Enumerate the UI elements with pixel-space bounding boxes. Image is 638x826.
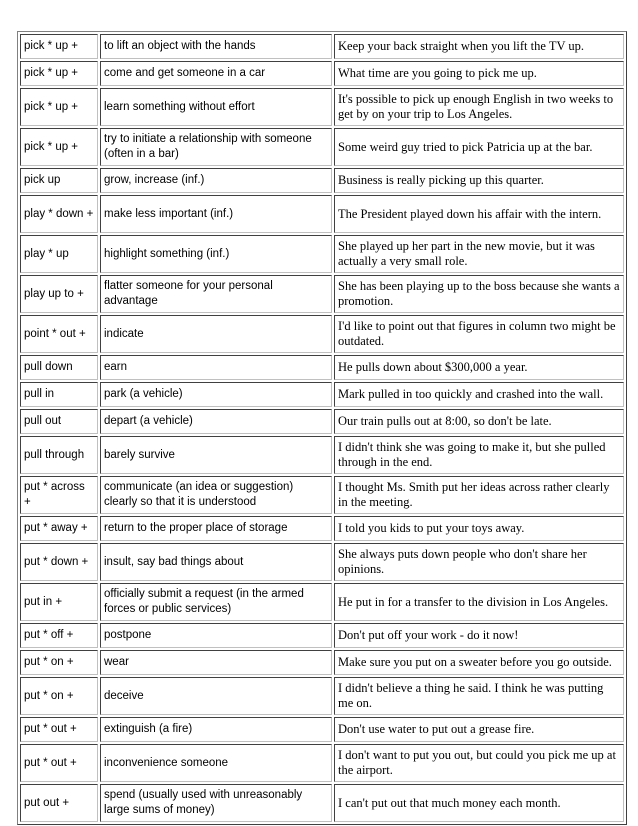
example-cell: He pulls down about $300,000 a year. bbox=[334, 355, 624, 380]
table-row bbox=[20, 784, 624, 822]
table-row bbox=[20, 61, 624, 86]
table-row bbox=[20, 355, 624, 380]
example-cell: I didn't believe a thing he said. I think he was putting me on. bbox=[334, 677, 624, 715]
definition-cell: postpone bbox=[100, 623, 332, 648]
table-row bbox=[20, 88, 624, 126]
table-row bbox=[20, 34, 624, 59]
example-cell: I thought Ms. Smith put her ideas across rather clearly in the meeting. bbox=[334, 476, 624, 514]
example-cell: She always puts down people who don't share her opinions. bbox=[334, 543, 624, 581]
example-cell: I told you kids to put your toys away. bbox=[334, 516, 624, 541]
example-cell: The President played down his affair with the intern. bbox=[334, 195, 624, 233]
verb-cell: pick up bbox=[20, 168, 98, 193]
verb-cell: pick * up + bbox=[20, 88, 98, 126]
example-cell: It's possible to pick up enough English in two weeks to get by on your trip to Los Angeles. bbox=[334, 88, 624, 126]
table-row bbox=[20, 677, 624, 715]
definition-cell: flatter someone for your personal advantage bbox=[100, 275, 332, 313]
verb-cell: pick * up + bbox=[20, 61, 98, 86]
example-cell: What time are you going to pick me up. bbox=[334, 61, 624, 86]
table-row bbox=[20, 436, 624, 474]
definition-cell: come and get someone in a car bbox=[100, 61, 332, 86]
definition-cell: officially submit a request (in the armed forces or public services) bbox=[100, 583, 332, 621]
verb-cell: put * out + bbox=[20, 717, 98, 742]
definition-cell: communicate (an idea or suggestion) clearly so that it is understood bbox=[100, 476, 332, 514]
verb-cell: play * down + bbox=[20, 195, 98, 233]
verb-cell: point * out + bbox=[20, 315, 98, 353]
table-row bbox=[20, 623, 624, 648]
verb-cell: pick * up + bbox=[20, 128, 98, 166]
example-cell: She played up her part in the new movie, but it was actually a very small role. bbox=[334, 235, 624, 273]
definition-cell: learn something without effort bbox=[100, 88, 332, 126]
verb-cell: put * off + bbox=[20, 623, 98, 648]
definition-cell: return to the proper place of storage bbox=[100, 516, 332, 541]
table-row bbox=[20, 315, 624, 353]
definition-cell: inconvenience someone bbox=[100, 744, 332, 782]
verb-cell: play * up bbox=[20, 235, 98, 273]
definition-cell: insult, say bad things about bbox=[100, 543, 332, 581]
table-row bbox=[20, 476, 624, 514]
table-row bbox=[20, 650, 624, 675]
verb-cell: put * down + bbox=[20, 543, 98, 581]
verb-cell: pull down bbox=[20, 355, 98, 380]
example-cell: I didn't think she was going to make it, but she pulled through in the end. bbox=[334, 436, 624, 474]
verb-cell: play up to + bbox=[20, 275, 98, 313]
table-row bbox=[20, 235, 624, 273]
table-row bbox=[20, 195, 624, 233]
example-cell: She has been playing up to the boss because she wants a promotion. bbox=[334, 275, 624, 313]
verb-cell: put * on + bbox=[20, 677, 98, 715]
definition-cell: depart (a vehicle) bbox=[100, 409, 332, 434]
example-cell: He put in for a transfer to the division in Los Angeles. bbox=[334, 583, 624, 621]
example-cell: I can't put out that much money each month. bbox=[334, 784, 624, 822]
verb-cell: put out + bbox=[20, 784, 98, 822]
definition-cell: wear bbox=[100, 650, 332, 675]
definition-cell: park (a vehicle) bbox=[100, 382, 332, 407]
example-cell: I don't want to put you out, but could you pick me up at the airport. bbox=[334, 744, 624, 782]
definition-cell: deceive bbox=[100, 677, 332, 715]
definition-cell: indicate bbox=[100, 315, 332, 353]
table-row bbox=[20, 409, 624, 434]
definition-cell: highlight something (inf.) bbox=[100, 235, 332, 273]
verb-cell: put * on + bbox=[20, 650, 98, 675]
example-cell: Keep your back straight when you lift the TV up. bbox=[334, 34, 624, 59]
definition-cell: to lift an object with the hands bbox=[100, 34, 332, 59]
table-row bbox=[20, 583, 624, 621]
definition-cell: make less important (inf.) bbox=[100, 195, 332, 233]
table-row bbox=[20, 543, 624, 581]
verb-cell: put * away + bbox=[20, 516, 98, 541]
definition-cell: barely survive bbox=[100, 436, 332, 474]
definition-cell: try to initiate a relationship with someone (often in a bar) bbox=[100, 128, 332, 166]
verb-cell: put * across + bbox=[20, 476, 98, 514]
definition-cell: grow, increase (inf.) bbox=[100, 168, 332, 193]
table-row bbox=[20, 744, 624, 782]
example-cell: Business is really picking up this quarter. bbox=[334, 168, 624, 193]
definition-cell: earn bbox=[100, 355, 332, 380]
verb-cell: pull out bbox=[20, 409, 98, 434]
table-row bbox=[20, 382, 624, 407]
table-row bbox=[20, 275, 624, 313]
verb-cell: pick * up + bbox=[20, 34, 98, 59]
document-page bbox=[17, 31, 621, 825]
verb-cell: put * out + bbox=[20, 744, 98, 782]
verb-cell: put in + bbox=[20, 583, 98, 621]
example-cell: Our train pulls out at 8:00, so don't be late. bbox=[334, 409, 624, 434]
verb-cell: pull through bbox=[20, 436, 98, 474]
table-body bbox=[20, 34, 624, 822]
verb-cell: pull in bbox=[20, 382, 98, 407]
table-row bbox=[20, 717, 624, 742]
definition-cell: spend (usually used with unreasonably large sums of money) bbox=[100, 784, 332, 822]
table-row bbox=[20, 168, 624, 193]
table-row bbox=[20, 516, 624, 541]
example-cell: I'd like to point out that figures in column two might be outdated. bbox=[334, 315, 624, 353]
example-cell: Don't put off your work - do it now! bbox=[334, 623, 624, 648]
definition-cell: extinguish (a fire) bbox=[100, 717, 332, 742]
table-row bbox=[20, 128, 624, 166]
example-cell: Don't use water to put out a grease fire. bbox=[334, 717, 624, 742]
example-cell: Make sure you put on a sweater before you go outside. bbox=[334, 650, 624, 675]
example-cell: Some weird guy tried to pick Patricia up at the bar. bbox=[334, 128, 624, 166]
phrasal-verbs-table bbox=[17, 31, 627, 825]
example-cell: Mark pulled in too quickly and crashed into the wall. bbox=[334, 382, 624, 407]
